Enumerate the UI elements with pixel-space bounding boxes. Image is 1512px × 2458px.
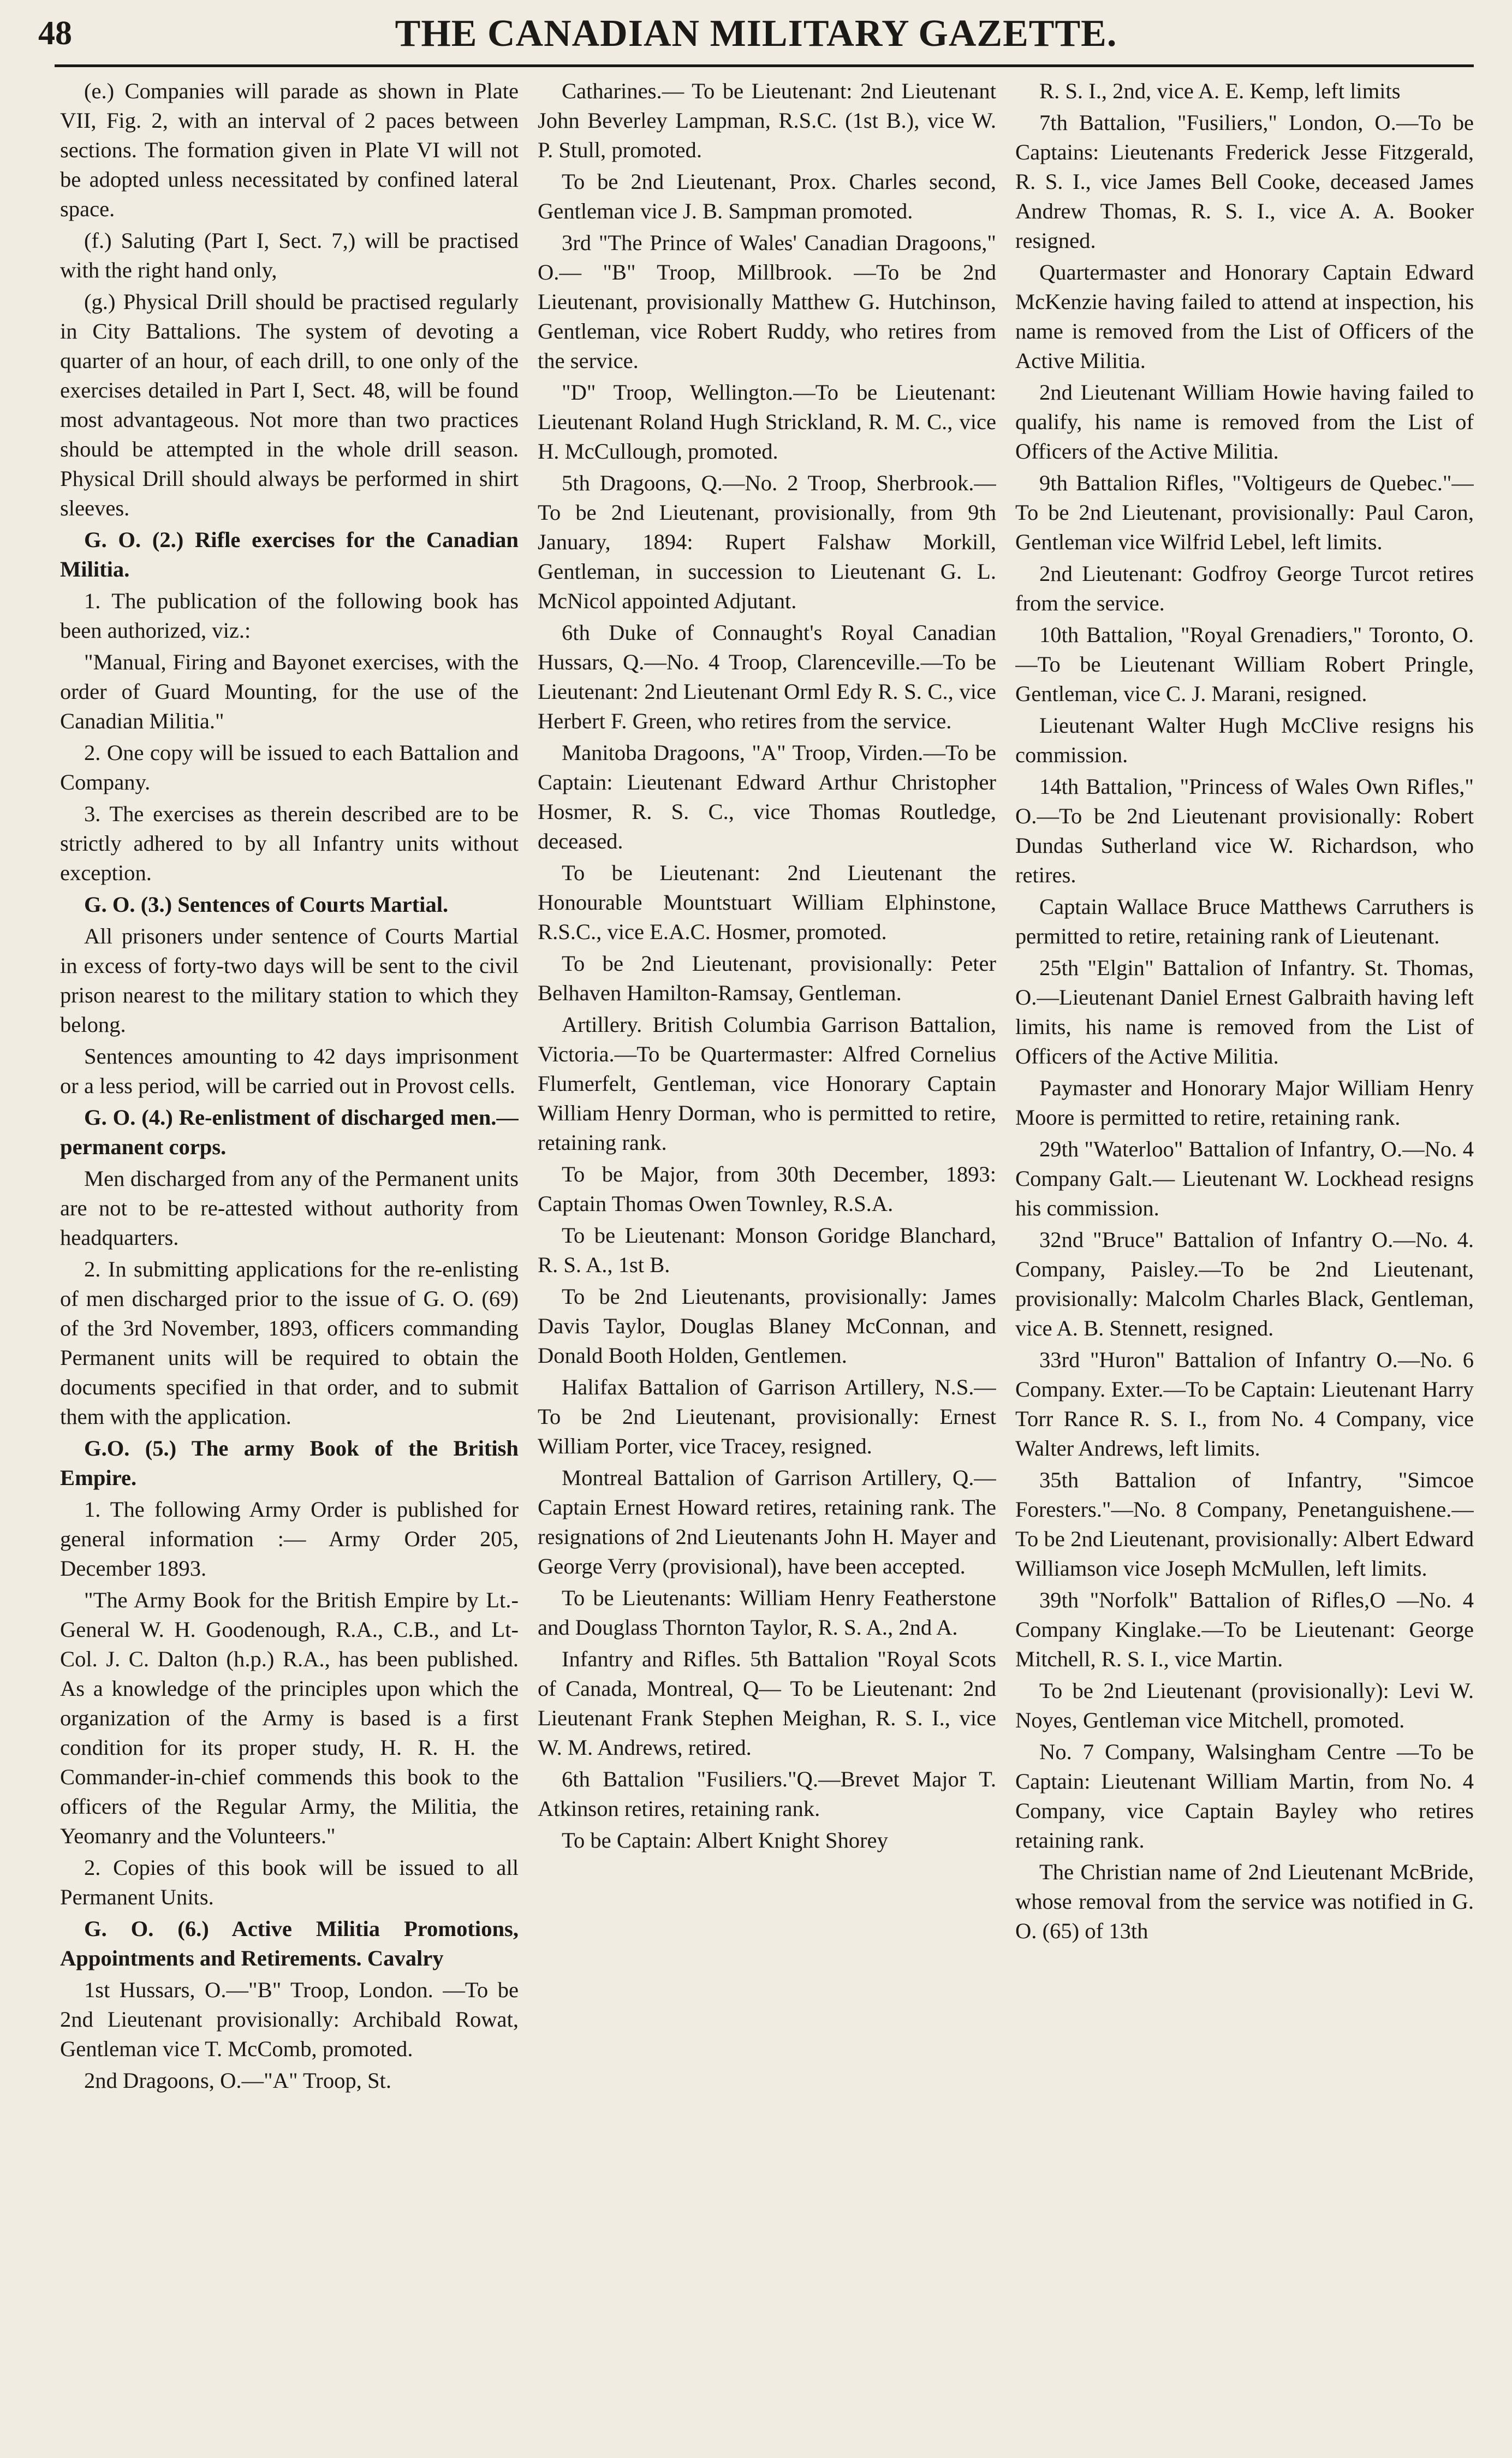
article-paragraph: All prisoners under sentence of Courts Martial in excess of forty-two days will be sent to the civil prison nearest to the military station to which they belong. <box>60 924 519 1037</box>
article-paragraph: To be Lieutenants: William Henry Featherstone and Douglass Thornton Taylor, R. S. A., 2nd A. <box>538 1586 996 1640</box>
article-paragraph: 35th Battalion of Infantry, "Simcoe Foresters."—No. 8 Company, Penetanguishene.—To be 2nd Lieutenant, provisionally: Albert Edward Williamson vice Joseph McMullen, left limits. <box>1015 1468 1474 1581</box>
article-paragraph: Paymaster and Honorary Major William Henry Moore is permitted to retire, retaining rank. <box>1015 1076 1474 1130</box>
article-paragraph: Captain Wallace Bruce Matthews Carruthers is permitted to retire, retaining rank of Lieutenant. <box>1015 894 1474 948</box>
article-paragraph: 2. One copy will be issued to each Battalion and Company. <box>60 740 519 794</box>
article-paragraph: 6th Duke of Connaught's Royal Canadian Hussars, Q.—No. 4 Troop, Clarenceville.—To be Lieutenant: 2nd Lieutenant Orml Edy R. S. C., vice Herbert F. Green, who retires from the service. <box>538 620 996 733</box>
article-paragraph: Catharines.— To be Lieutenant: 2nd Lieutenant John Beverley Lampman, R.S.C. (1st B.), vice W. P. Stull, promoted. <box>538 79 996 162</box>
column-2 <box>538 76 996 2435</box>
article-paragraph: 2. Copies of this book will be issued to all Permanent Units. <box>60 1855 519 1909</box>
article-paragraph: Quartermaster and Honorary Captain Edward McKenzie having failed to attend at inspection, his name is removed from the List of Officers of the Active Militia. <box>1015 260 1474 373</box>
article-paragraph: 10th Battalion, "Royal Grenadiers," Toronto, O.—To be Lieutenant William Robert Pringle, Gentleman, vice C. J. Marani, resigned. <box>1015 622 1474 706</box>
article-paragraph: 14th Battalion, "Princess of Wales Own Rifles," O.—To be 2nd Lieutenant provisionally: Robert Dundas Sutherland vice W. Richardson, who retires. <box>1015 774 1474 887</box>
article-paragraph: 5th Dragoons, Q.—No. 2 Troop, Sherbrook.—To be 2nd Lieutenant, provisionally, from 9th January, 1894: Rupert Falshaw Morkill, Gentleman, in succession to Lieutenant G. L. McNicol appointed Adjutant. <box>538 471 996 613</box>
article-paragraph: Men discharged from any of the Permanent units are not to be re-attested without authority from headquarters. <box>60 1166 519 1250</box>
article-paragraph: 3. The exercises as therein described are to be strictly adhered to by all Infantry units without exception. <box>60 801 519 885</box>
article-paragraph: To be Captain: Albert Knight Shorey <box>562 1828 888 1853</box>
article-paragraph: No. 7 Company, Walsingham Centre —To be Captain: Lieutenant William Martin, from No. 4 Company, vice Captain Bayley who retires retaining rank. <box>1015 1739 1474 1853</box>
article-paragraph: 39th "Norfolk" Battalion of Rifles,O —No. 4 Company Kinglake.—To be Lieutenant: George Mitchell, R. S. I., vice Martin. <box>1015 1588 1474 1671</box>
masthead-title: THE CANADIAN MILITARY GAZETTE. <box>395 13 1117 55</box>
article-paragraph: To be 2nd Lieutenant (provisionally): Levi W. Noyes, Gentleman vice Mitchell, promoted. <box>1015 1678 1474 1732</box>
article-paragraph: (f.) Saluting (Part I, Sect. 7,) will be practised with the right hand only, <box>60 228 519 282</box>
column-1 <box>60 76 519 2435</box>
article-paragraph: 33rd "Huron" Battalion of Infantry O.—No. 6 Company. Exter.—To be Captain: Lieutenant Harry Torr Rance R. S. I., from No. 4 Company, vice Walter Andrews, left limits. <box>1015 1347 1474 1460</box>
header-rule <box>55 64 1474 67</box>
article-paragraph: 2. In submitting applications for the re-enlisting of men discharged prior to the issue of G. O. (69) of the 3rd November, 1893, officers commanding Permanent units will be required to obtain the documents specified in that order, and to submit them with the application. <box>60 1257 519 1429</box>
article-paragraph: Manitoba Dragoons, "A" Troop, Virden.—To be Captain: Lieutenant Edward Arthur Christopher Hosmer, R. S. C., vice Thomas Routledge, deceased. <box>538 740 996 853</box>
article-paragraph: To be Major, from 30th December, 1893: Captain Thomas Owen Townley, R.S.A. <box>538 1162 996 1216</box>
article-paragraph: 2nd Lieutenant: Godfroy George Turcot retires from the service. <box>1015 561 1474 615</box>
article-paragraph: Montreal Battalion of Garrison Artillery, Q.—Captain Ernest Howard retires, retaining rank. The resignations of 2nd Lieutenants John H. Mayer and George Verry (provisional), have been accepted. <box>538 1465 996 1578</box>
article-paragraph: Halifax Battalion of Garrison Artillery, N.S.—To be 2nd Lieutenant, provisionally: Ernest William Porter, vice Tracey, resigned. <box>538 1375 996 1458</box>
article-paragraph: 32nd "Bruce" Battalion of Infantry O.—No. 4. Company, Paisley.—To be 2nd Lieutenant, provisionally: Malcolm Charles Black, Gentleman, vice A. B. Stennett, resigned. <box>1015 1227 1474 1340</box>
article-paragraph: 1. The following Army Order is published for general information :— Army Order 205, December 1893. <box>60 1497 519 1581</box>
article-paragraph: 2nd Dragoons, O.—"A" Troop, St. <box>84 2068 391 2093</box>
article-paragraph: G. O. (6.) Active Militia Promotions, Appointments and Retirements. Cavalry <box>60 1916 519 1970</box>
article-paragraph: Infantry and Rifles. 5th Battalion "Royal Scots of Canada, Montreal, Q— To be Lieutenant: 2nd Lieutenant Frank Stephen Meighan, R. S. I., vice W. M. Andrews, retired. <box>538 1647 996 1760</box>
article-paragraph: The Christian name of 2nd Lieutenant McBride, whose removal from the service was notified in G. O. (65) of 13th <box>1015 1860 1474 1943</box>
article-paragraph: G.O. (5.) The army Book of the British Empire. <box>60 1436 519 1490</box>
article-paragraph: To be 2nd Lieutenants, provisionally: James Davis Taylor, Douglas Blaney McConnan, and Donald Booth Holden, Gentlemen. <box>538 1284 996 1368</box>
article-paragraph: Artillery. British Columbia Garrison Battalion, Victoria.—To be Quartermaster: Alfred Cornelius Flumerfelt, Gentleman, vice Honorary Captain William Henry Dorman, who is permitted to retire, retaining rank. <box>538 1012 996 1155</box>
article-paragraph: 1. The publication of the following book has been authorized, viz.: <box>60 589 519 643</box>
article-paragraph: (e.) Companies will parade as shown in Plate VII, Fig. 2, with an interval of 2 paces between sections. The formation given in Plate VI will not be adopted unless necessitated by confined lateral space. <box>60 79 519 221</box>
article-paragraph: 25th "Elgin" Battalion of Infantry. St. Thomas, O.—Lieutenant Daniel Ernest Galbraith having left limits, his name is removed from the List of Officers of the Active Militia. <box>1015 955 1474 1068</box>
article-paragraph: "The Army Book for the British Empire by Lt.-General W. H. Goodenough, R.A., C.B., and Lt-Col. J. C. Dalton (h.p.) R.A., has been published. As a knowledge of the principles upon which the organization of the Army is based is a first condition for its proper study, H. R. H. the Commander-in-chief commends this book to the officers of the Regular Army, the Militia, the Yeomanry and the Volunteers." <box>60 1588 519 1848</box>
article-paragraph: To be Lieutenant: Monson Goridge Blanchard, R. S. A., 1st B. <box>538 1223 996 1277</box>
article-paragraph: "D" Troop, Wellington.—To be Lieutenant: Lieutenant Roland Hugh Strickland, R. M. C., vice H. McCullough, promoted. <box>538 380 996 464</box>
column-3 <box>1015 76 1474 2435</box>
article-paragraph: G. O. (2.) Rifle exercises for the Canadian Militia. <box>60 527 519 581</box>
article-paragraph: To be 2nd Lieutenant, Prox. Charles second, Gentleman vice J. B. Sampman promoted. <box>538 169 996 223</box>
article-paragraph: (g.) Physical Drill should be practised regularly in City Battalions. The system of devoting a quarter of an hour, of each drill, to one only of the exercises detailed in Part I, Sect. 48, will be found most advantageous. Not more than two practices should be attempted in the whole drill season. Physical Drill should always be performed in shirt sleeves. <box>60 289 519 520</box>
article-paragraph: 9th Battalion Rifles, "Voltigeurs de Quebec."—To be 2nd Lieutenant, provisionally: Paul Caron, Gentleman vice Wilfrid Lebel, left limits. <box>1015 471 1474 554</box>
page-number: 48 <box>38 15 72 52</box>
article-paragraph: Sentences amounting to 42 days imprisonment or a less period, will be carried out in Provost cells. <box>60 1044 519 1098</box>
article-paragraph: Lieutenant Walter Hugh McClive resigns his commission. <box>1015 713 1474 767</box>
article-paragraph: To be 2nd Lieutenant, provisionally: Peter Belhaven Hamilton-Ramsay, Gentleman. <box>538 951 996 1005</box>
article-paragraph: R. S. I., 2nd, vice A. E. Kemp, left limits <box>1039 79 1401 103</box>
article-paragraph: G. O. (3.) Sentences of Courts Martial. <box>84 892 449 917</box>
article-paragraph: 6th Battalion "Fusiliers."Q.—Brevet Major T. Atkinson retires, retaining rank. <box>538 1767 996 1821</box>
article-paragraph: 2nd Lieutenant William Howie having failed to qualify, his name is removed from the List of Officers of the Active Militia. <box>1015 380 1474 464</box>
article-paragraph: 3rd "The Prince of Wales' Canadian Dragoons," O.— "B" Troop, Millbrook. —To be 2nd Lieutenant, provisionally Matthew G. Hutchinson, Gentleman, vice Robert Ruddy, who retires from the service. <box>538 230 996 373</box>
article-paragraph: 7th Battalion, "Fusiliers," London, O.—To be Captains: Lieutenants Frederick Jesse Fitzgerald, R. S. I., vice James Bell Cooke, deceased James Andrew Thomas, R. S. I., vice A. A. Booker resigned. <box>1015 110 1474 253</box>
article-paragraph: 1st Hussars, O.—"B" Troop, London. —To be 2nd Lieutenant provisionally: Archibald Rowat, Gentleman vice T. McComb, promoted. <box>60 1978 519 2061</box>
article-paragraph: To be Lieutenant: 2nd Lieutenant the Honourable Mountstuart William Elphinstone, R.S.C., vice E.A.C. Hosmer, promoted. <box>538 860 996 944</box>
article-paragraph: G. O. (4.) Re-enlistment of discharged men.—permanent corps. <box>60 1105 519 1159</box>
article-paragraph: 29th "Waterloo" Battalion of Infantry, O.—No. 4 Company Galt.— Lieutenant W. Lockhead resigns his commission. <box>1015 1137 1474 1220</box>
article-paragraph: "Manual, Firing and Bayonet exercises, with the order of Guard Mounting, for the use of the Canadian Militia." <box>60 650 519 733</box>
